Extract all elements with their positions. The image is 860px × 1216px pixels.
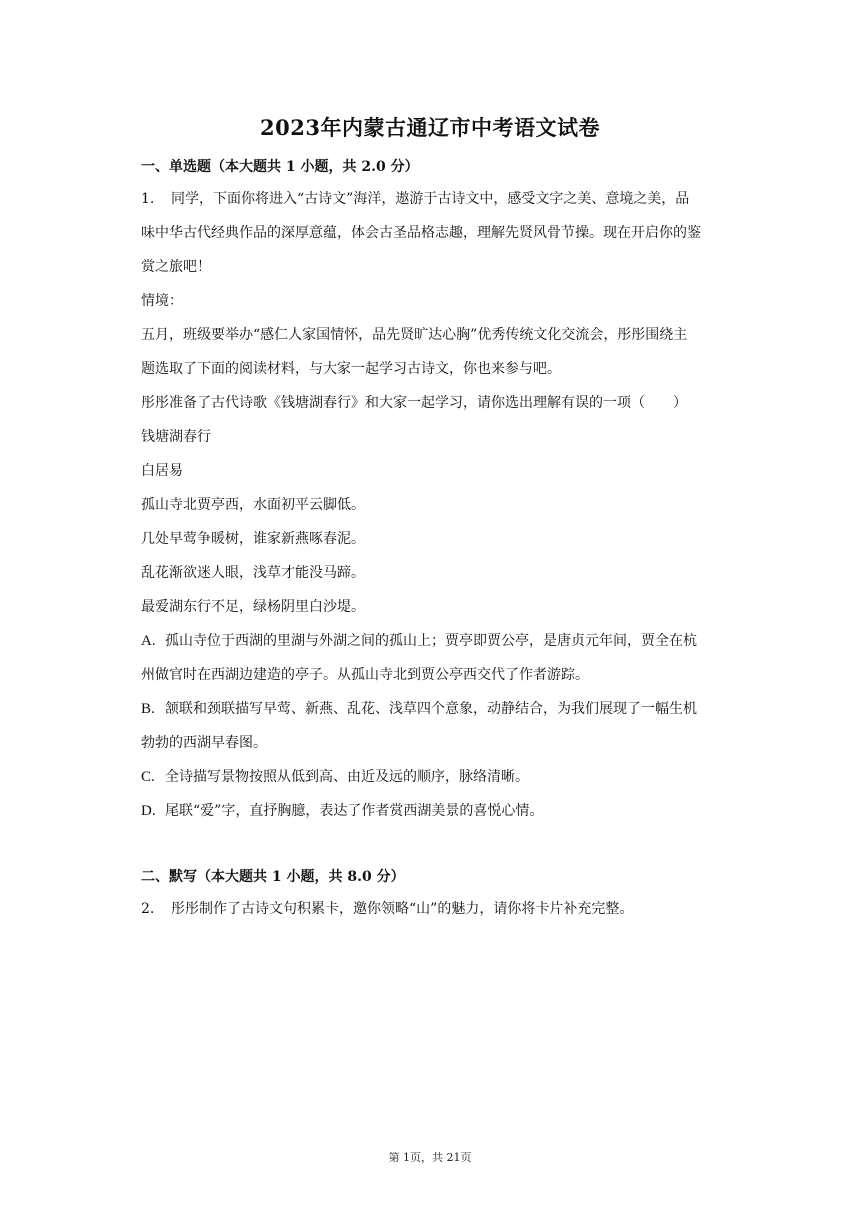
- poem-title: 钱塘湖春行: [141, 429, 211, 445]
- question-prompt: 彤彤准备了古代诗歌《钱塘湖春行》和大家一起学习，请你选出理解有误的一项（ ）: [141, 395, 687, 411]
- option-letter: B.: [141, 701, 155, 717]
- question-number: 1.: [141, 191, 155, 207]
- option-c[interactable]: C. 全诗描写景物按照从低到高、由近及远的顺序，脉络清晰。: [141, 760, 747, 794]
- question-1-line: 味中华古代经典作品的深厚意蕴，体会古圣品格志趣，理解先贤风骨节操。现在开启你的鉴: [141, 225, 701, 241]
- question-1-line: 1. 同学，下面你将进入“古诗文”海洋，遨游于古诗文中，感受文字之美、意境之美，品: [141, 182, 747, 216]
- poem-line: 最爱湖东行不足，绿杨阴里白沙堤。: [141, 599, 365, 615]
- option-letter: D.: [141, 803, 156, 819]
- option-b[interactable]: B. 颔联和颈联描写早莺、新燕、乱花、浅草四个意象，动静结合，为我们展现了一幅生机: [141, 692, 747, 726]
- option-a[interactable]: A. 孤山寺位于西湖的里湖与外湖之间的孤山上；贾亭即贾公亭，是唐贞元年间，贾全在杭: [141, 624, 747, 658]
- page-title: 2023年内蒙古通辽市中考语文试卷: [260, 115, 600, 140]
- question-2-line: 2. 彤彤制作了古诗文句积累卡，邀你领略“山”的魅力，请你将卡片补充完整。: [141, 892, 747, 926]
- section2-heading: 二、默写（本大题共 1 小题，共 8.0 分）: [141, 869, 405, 885]
- context-line: 题选取了下面的阅读材料，与大家一起学习古诗文，你也来参与吧。: [141, 361, 561, 377]
- question-number: 2.: [141, 901, 155, 917]
- poem-line: 孤山寺北贾亭西，水面初平云脚低。: [141, 497, 365, 513]
- option-a-cont: 州做官时在西湖边建造的亭子。从孤山寺北到贾公亭西交代了作者游踪。: [141, 667, 589, 683]
- poem-line: 几处早莺争暖树，谁家新燕啄春泥。: [141, 531, 365, 547]
- option-d[interactable]: D. 尾联“爱”字，直抒胸臆，表达了作者赏西湖美景的喜悦心情。: [141, 794, 747, 828]
- option-letter: C.: [141, 769, 155, 785]
- poem-author: 白居易: [141, 463, 183, 479]
- context-label: 情境：: [141, 293, 183, 309]
- option-letter: A.: [141, 633, 156, 649]
- context-line: 五月，班级要举办“感仁人家国情怀，品先贤旷达心胸”优秀传统文化交流会，彤彤围绕主: [141, 327, 688, 343]
- question-2: [141, 892, 747, 926]
- poem-line: 乱花渐欲迷人眼，浅草才能没马蹄。: [141, 565, 365, 581]
- option-b-cont: 勃勃的西湖早春图。: [141, 735, 267, 751]
- section1-heading: 一、单选题（本大题共 1 小题，共 2.0 分）: [141, 159, 419, 175]
- question-1-line: 赏之旅吧！: [141, 259, 211, 275]
- page-footer: 第 1页，共 21页: [388, 1151, 472, 1164]
- question-1: [141, 182, 747, 828]
